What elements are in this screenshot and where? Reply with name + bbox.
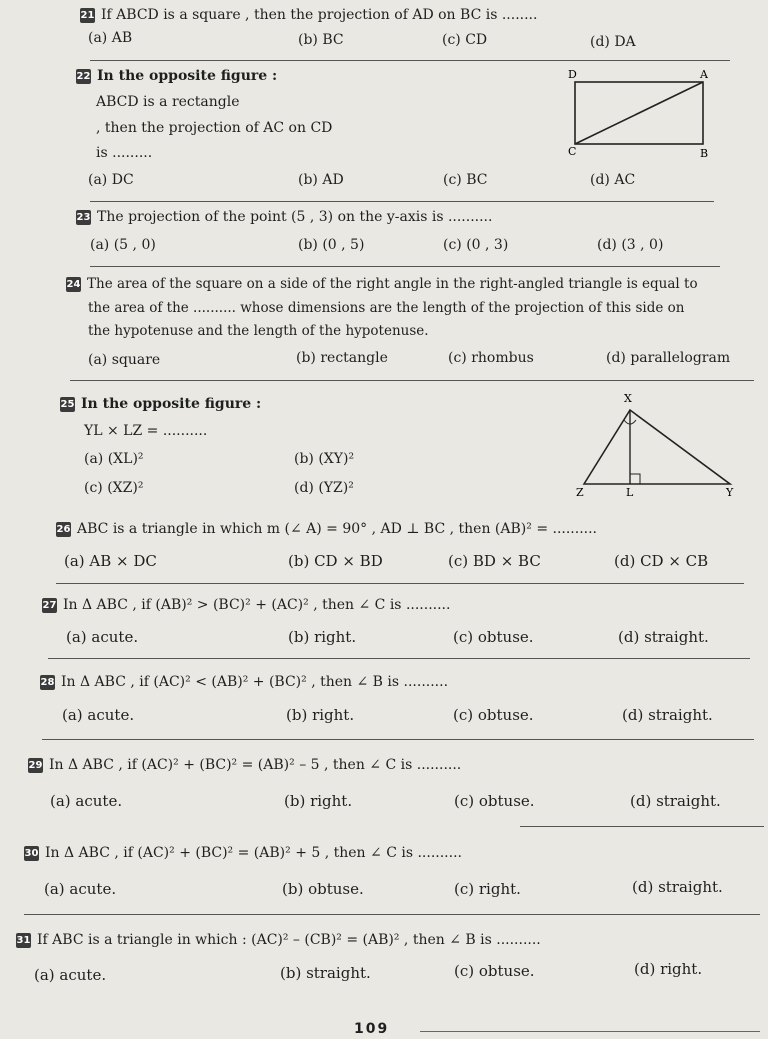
option-a[interactable]: (a) square — [88, 352, 161, 368]
option-a[interactable]: (a) acute. — [44, 880, 117, 898]
option-a[interactable]: (a) DC — [88, 172, 134, 188]
vertex-label-l: L — [626, 486, 634, 499]
option-b[interactable]: (b) AD — [298, 172, 344, 188]
divider — [90, 60, 730, 61]
question-line: YL × LZ = .......... — [84, 423, 208, 439]
triangle-figure — [566, 390, 746, 500]
option-b[interactable]: (b) (XY)² — [294, 451, 355, 467]
option-c[interactable]: (c) BD × BC — [448, 552, 541, 570]
question-stem: The projection of the point (5 , 3) on the y-axis is .......... — [97, 209, 493, 225]
vertex-label-a: A — [700, 68, 708, 81]
option-d[interactable]: (d) (3 , 0) — [597, 237, 664, 253]
triangle-shape — [584, 410, 730, 484]
option-a[interactable]: (a) acute. — [62, 706, 135, 724]
option-a[interactable]: (a) AB — [88, 30, 133, 46]
option-c[interactable]: (c) (XZ)² — [84, 480, 144, 496]
question-number: 25 — [60, 398, 75, 410]
question-number: 29 — [28, 759, 43, 771]
option-b[interactable]: (b) (0 , 5) — [298, 237, 365, 253]
option-d[interactable]: (d) DA — [590, 34, 636, 50]
divider — [520, 826, 764, 827]
vertex-label-y: Y — [726, 486, 734, 499]
vertex-label-z: Z — [576, 486, 584, 499]
option-d[interactable]: (d) straight. — [618, 628, 709, 646]
footer-rule — [420, 1031, 760, 1032]
question-line: the area of the .......... whose dimensions are the length of the projection of this side on — [88, 300, 685, 316]
question-line: the hypotenuse and the length of the hypotenuse. — [88, 323, 429, 339]
vertex-label-x: X — [624, 392, 632, 405]
option-d[interactable]: (d) straight. — [622, 706, 713, 724]
question-stem: In Δ ABC , if (AC)² + (BC)² = (AB)² – 5 , then ∠ C is .......... — [49, 757, 462, 773]
option-a[interactable]: (a) acute. — [66, 628, 139, 646]
question-number: 21 — [80, 9, 95, 21]
option-a[interactable]: (a) (5 , 0) — [90, 237, 156, 253]
divider — [48, 658, 750, 659]
right-angle-mark — [630, 474, 640, 484]
divider — [42, 739, 754, 740]
divider — [90, 266, 720, 267]
question-stem: In Δ ABC , if (AB)² > (BC)² + (AC)² , then ∠ C is .......... — [63, 597, 451, 613]
option-d[interactable]: (d) parallelogram — [606, 350, 731, 366]
option-a[interactable]: (a) AB × DC — [64, 552, 157, 570]
question-stem: ABC is a triangle in which m (∠ A) = 90° , AD ⊥ BC , then (AB)² = .......... — [77, 521, 598, 537]
option-c[interactable]: (c) obtuse. — [453, 706, 534, 724]
option-c[interactable]: (c) obtuse. — [453, 628, 534, 646]
question-stem: In Δ ABC , if (AC)² < (AB)² + (BC)² , then ∠ B is .......... — [61, 674, 449, 690]
option-d[interactable]: (d) CD × CB — [614, 552, 709, 570]
option-c[interactable]: (c) (0 , 3) — [443, 237, 509, 253]
option-a[interactable]: (a) acute. — [50, 792, 123, 810]
option-d[interactable]: (d) right. — [634, 960, 703, 978]
option-d[interactable]: (d) straight. — [630, 792, 721, 810]
question-line: ABCD is a rectangle — [96, 94, 240, 110]
page-number: 109 — [354, 1021, 390, 1037]
option-c[interactable]: (c) right. — [454, 880, 521, 898]
option-c[interactable]: (c) rhombus — [448, 350, 534, 366]
option-b[interactable]: (b) right. — [286, 706, 355, 724]
question-stem: In Δ ABC , if (AC)² + (BC)² = (AB)² + 5 , then ∠ C is .......... — [45, 845, 462, 861]
option-c[interactable]: (c) obtuse. — [454, 962, 535, 980]
option-d[interactable]: (d) straight. — [632, 878, 723, 896]
question-stem: If ABCD is a square , then the projection of AD on BC is ........ — [101, 7, 538, 23]
question-number: 26 — [56, 523, 71, 535]
question-stem: If ABC is a triangle in which : (AC)² – (CB)² = (AB)² , then ∠ B is .......... — [37, 932, 541, 948]
option-b[interactable]: (b) straight. — [280, 964, 371, 982]
question-number: 28 — [40, 676, 55, 688]
question-number: 30 — [24, 847, 39, 859]
option-c[interactable]: (c) obtuse. — [454, 792, 535, 810]
option-a[interactable]: (a) (XL)² — [84, 451, 144, 467]
option-d[interactable]: (d) (YZ)² — [294, 480, 354, 496]
question-number: 23 — [76, 211, 91, 223]
diagonal-line — [575, 82, 703, 144]
option-a[interactable]: (a) acute. — [34, 966, 107, 984]
option-b[interactable]: (b) right. — [284, 792, 353, 810]
option-b[interactable]: (b) BC — [298, 32, 344, 48]
vertex-label-d: D — [568, 68, 577, 81]
option-d[interactable]: (d) AC — [590, 172, 636, 188]
question-line: is ......... — [96, 145, 153, 161]
divider — [56, 583, 744, 584]
question-stem: In the opposite figure : — [97, 68, 278, 84]
option-c[interactable]: (c) CD — [442, 32, 488, 48]
divider — [90, 201, 714, 202]
option-b[interactable]: (b) obtuse. — [282, 880, 364, 898]
question-number: 22 — [76, 70, 91, 82]
vertex-label-c: C — [568, 145, 577, 158]
question-number: 31 — [16, 934, 31, 946]
option-c[interactable]: (c) BC — [443, 172, 488, 188]
divider — [70, 380, 754, 381]
option-b[interactable]: (b) right. — [288, 628, 357, 646]
option-b[interactable]: (b) rectangle — [296, 350, 388, 366]
question-line: , then the projection of AC on CD — [96, 120, 333, 136]
question-number: 24 — [66, 279, 81, 290]
question-number: 27 — [42, 599, 57, 611]
question-stem: The area of the square on a side of the right angle in the right-angled triangle is equal to — [87, 276, 698, 292]
option-b[interactable]: (b) CD × BD — [288, 552, 383, 570]
rectangle-figure — [560, 66, 720, 166]
divider — [24, 914, 760, 915]
vertex-label-b: B — [700, 147, 709, 160]
question-stem: In the opposite figure : — [81, 396, 262, 412]
